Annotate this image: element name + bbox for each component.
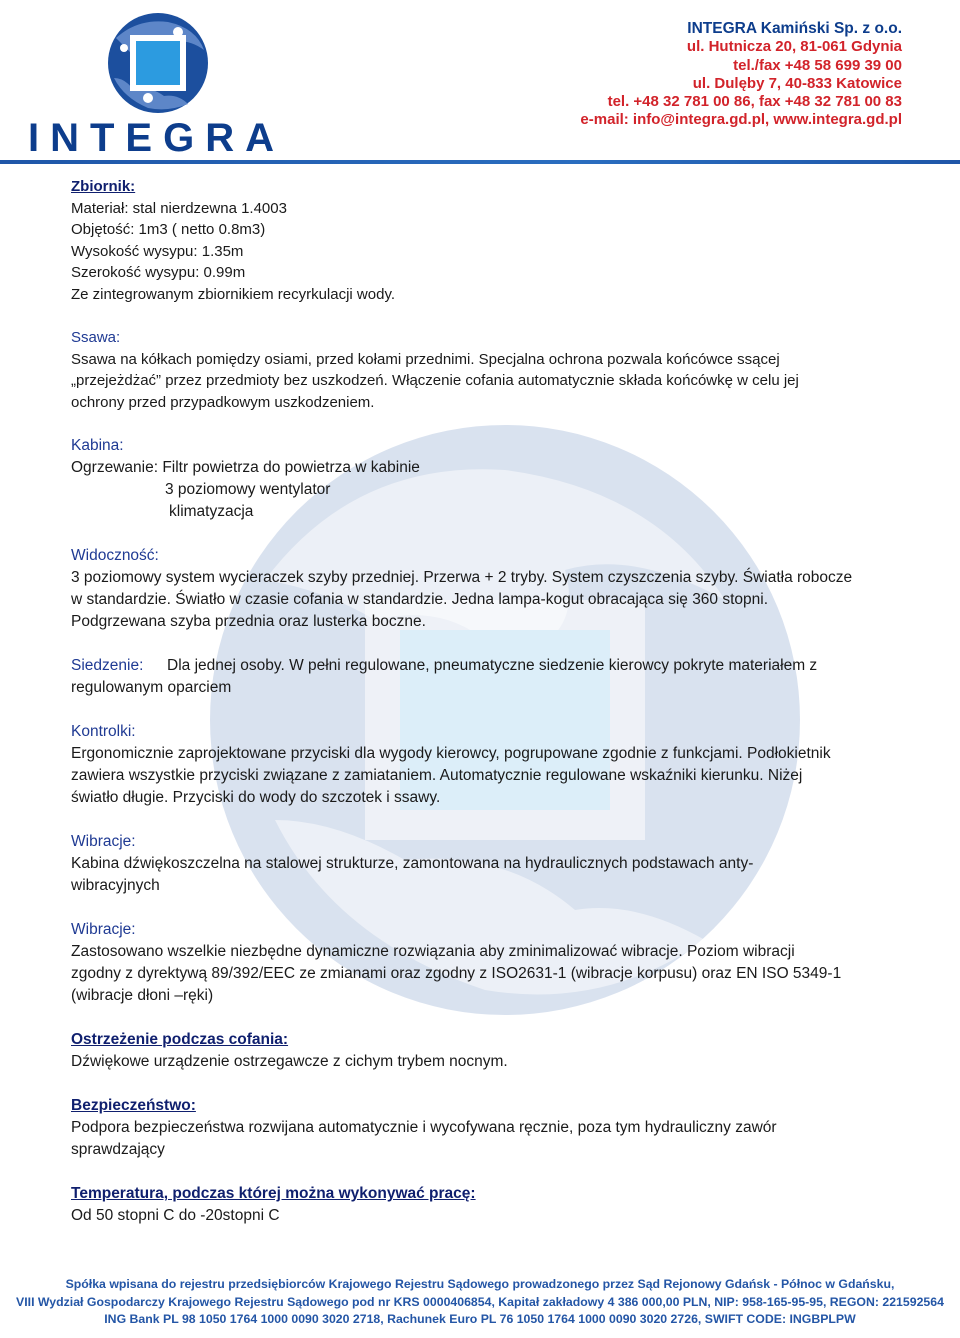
zbiornik-line: Wysokość wysypu: 1.35m: [71, 242, 244, 260]
heading-bezpieczenstwo: Bezpieczeństwo:: [71, 1097, 196, 1114]
kabina-line: 3 poziomowy wentylator: [165, 481, 331, 498]
logo-wordmark: INTEGRA: [28, 116, 285, 158]
footer-line-bank: ING Bank PL 98 1050 1764 1000 0090 3020 2718, Rachunek Euro PL 76 1050 1764 1000 0090 3020 2726, SWIFT CODE: INGBPLPW: [104, 1312, 856, 1326]
company-name: INTEGRA Kamiński Sp. z o.o.: [687, 20, 902, 37]
ssawa-line: „przejeżdżać” przez przedmioty bez uszkodzeń. Włączenie cofania automatycznie składa końcówkę w celu jej: [71, 372, 799, 389]
footer-line-registry: Spółka wpisana do rejestru przedsiębiorców Krajowego Rejestru Sądowego prowadzonego przez Sąd Rejonowy Gdańsk - Północ w Gdańsku,: [65, 1277, 895, 1291]
footer-line-krs: VIII Wydział Gospodarczy Krajowego Rejestru Sądowego pod nr KRS 0000406854, Kapitał zakładowy 4 386 000,00 PLN, NIP: 958-165-95-95, REGON: 221592564: [16, 1294, 944, 1309]
wibracje-2-line: Zastosowano wszelkie niezbędne dynamiczne rozwiązania aby zminimalizować wibracje. Poziom wibracji: [71, 943, 795, 960]
section-siedzenie: [71, 655, 891, 699]
company-logo: [28, 8, 318, 158]
widocznosc-line: Podgrzewana szyba przednia oraz lusterka boczne.: [71, 613, 426, 630]
wibracje-1-line: Kabina dźwiękoszczelna na stalowej strukturze, zamontowana na hydraulicznych podstawach anty-: [71, 855, 754, 872]
heading-widocznosc: Widoczność:: [71, 547, 159, 564]
bezpieczenstwo-line: Podpora bezpieczeństwa rozwijana automatycznie i wycofywana ręcznie, poza tym hydrauliczny zawór: [71, 1119, 777, 1136]
heading-wibracje-1: Wibracje:: [71, 833, 136, 850]
bezpieczenstwo-line: sprawdzający: [71, 1141, 165, 1158]
company-contact-block: [580, 20, 902, 130]
section-ssawa: [71, 327, 891, 413]
section-widocznosc: [71, 545, 891, 633]
heading-ostrzezenie: Ostrzeżenie podczas cofania:: [71, 1031, 289, 1048]
kabina-line: Ogrzewanie: Filtr powietrza do powietrza w kabinie: [71, 459, 420, 476]
section-ostrzezenie: [71, 1029, 891, 1073]
temperatura-line: Od 50 stopni C do -20stopni C: [71, 1207, 280, 1224]
email-www: e-mail: info@integra.gd.pl, www.integra.gd.pl: [580, 111, 902, 129]
section-wibracje-1: [71, 831, 891, 897]
heading-siedzenie: Siedzenie:: [71, 657, 144, 674]
section-bezpieczenstwo: [71, 1095, 891, 1161]
zbiornik-line: Szerokość wysypu: 0.99m: [71, 264, 246, 281]
ssawa-line: ochrony przed przypadkowym uszkodzeniem.: [71, 393, 375, 411]
section-kontrolki: [71, 721, 891, 809]
wibracje-1-line: wibracyjnych: [71, 877, 160, 894]
tel-katowice: tel. +48 32 781 00 86, fax +48 32 781 00 83: [607, 93, 902, 111]
siedzenie-line: Dla jednej osoby. W pełni regulowane, pneumatyczne siedzenie kierowcy pokryte materiałem z: [167, 657, 818, 674]
zbiornik-line: Objętość: 1m3 ( netto 0.8m3): [71, 221, 266, 238]
zbiornik-line: Ze zintegrowanym zbiornikiem recyrkulacji wody.: [71, 285, 395, 303]
heading-kabina: Kabina:: [71, 437, 124, 454]
section-zbiornik: [71, 176, 891, 305]
kontrolki-line: zawiera wszystkie przyciski związane z zamiataniem. Automatycznie regulowane wskaźniki kierunku. Niżej: [71, 767, 803, 784]
heading-zbiornik: Zbiornik:: [71, 178, 136, 195]
ssawa-line: Ssawa na kółkach pomiędzy osiami, przed kołami przednimi. Specjalna ochrona pozwala końcówce ssącej: [71, 350, 780, 368]
section-kabina: [71, 435, 891, 523]
heading-temperatura: Temperatura, podczas której można wykonywać pracę:: [71, 1185, 476, 1202]
wibracje-2-line: zgodny z dyrektywą 89/392/EEC ze zmianami oraz zgodny z ISO2631-1 (wibracje korpusu) oraz EN ISO 5349-1: [71, 965, 842, 982]
address-gdynia: ul. Hutnicza 20, 81-061 Gdynia: [686, 38, 902, 56]
ostrzezenie-line: Dźwiękowe urządzenie ostrzegawcze z cichym trybem nocnym.: [71, 1053, 508, 1070]
kontrolki-line: Ergonomicznie zaprojektowane przyciski dla wygody kierowcy, pogrupowane zgodnie z funkcjami. Podłokietnik: [71, 745, 831, 762]
header-divider: [0, 160, 960, 164]
siedzenie-line: regulowanym oparciem: [71, 679, 232, 696]
telfax-gdynia: tel./fax +48 58 699 39 00: [733, 56, 902, 74]
heading-kontrolki: Kontrolki:: [71, 723, 136, 740]
address-katowice: ul. Dulęby 7, 40-833 Katowice: [692, 74, 902, 92]
spec-content: [71, 176, 891, 1249]
wibracje-2-line: (wibracje dłoni –ręki): [71, 987, 214, 1004]
widocznosc-line: w standardzie. Światło w czasie cofania w standardzie. Jedna lampa-kogut obracająca się 360 stopni.: [71, 591, 769, 608]
kontrolki-line: światło długie. Przyciski do wody do szczotek i ssawy.: [71, 789, 441, 806]
legal-footer: [0, 1276, 960, 1329]
heading-ssawa: Ssawa:: [71, 329, 121, 346]
zbiornik-line: Materiał: stal nierdzewna 1.4003: [71, 199, 287, 217]
heading-wibracje-2: Wibracje:: [71, 921, 136, 938]
section-wibracje-2: [71, 919, 891, 1007]
section-temperatura: [71, 1183, 891, 1227]
kabina-line: klimatyzacja: [169, 503, 254, 520]
widocznosc-line: 3 poziomowy system wycieraczek szyby przedniej. Przerwa + 2 tryby. System czyszczenia szyby. Światła robocze: [71, 569, 853, 586]
siedzenie-first-line: [71, 655, 891, 677]
